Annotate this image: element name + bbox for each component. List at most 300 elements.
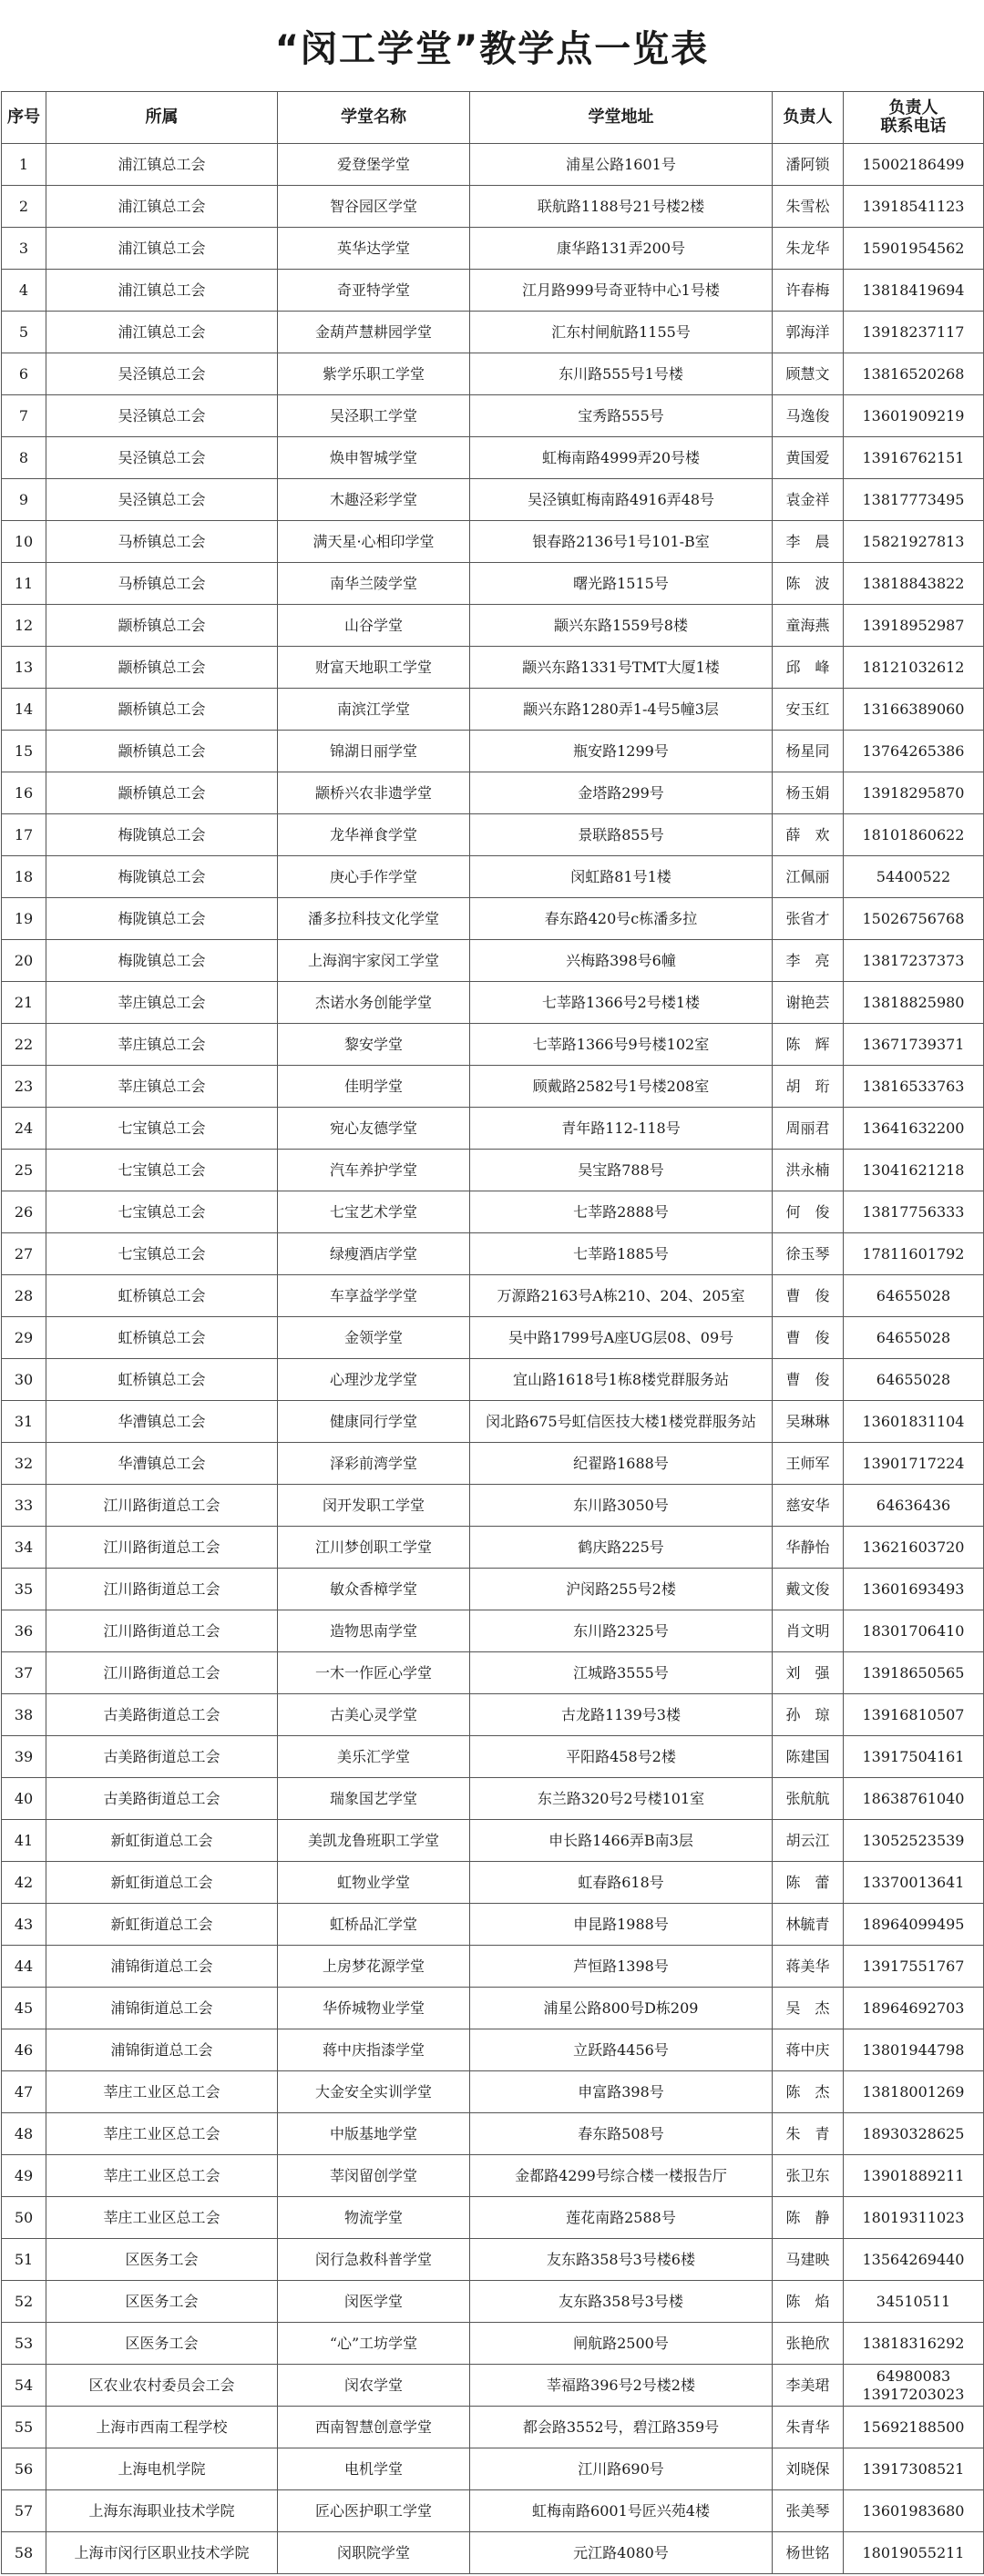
cell-name: 满天星·心相印学堂 (278, 521, 470, 563)
cell-person: 华静怡 (773, 1527, 844, 1569)
cell-no: 41 (2, 1820, 46, 1862)
cell-no: 18 (2, 856, 46, 898)
cell-person: 戴文俊 (773, 1569, 844, 1610)
table-row (2, 647, 984, 689)
table-row (2, 1485, 984, 1527)
cell-no: 24 (2, 1108, 46, 1150)
table-row (2, 2155, 984, 2197)
cell-address: 立跃路4456号 (470, 2029, 773, 2071)
cell-org: 吴泾镇总工会 (46, 395, 278, 437)
cell-no: 55 (2, 2407, 46, 2448)
cell-phone: 13918650565 (844, 1652, 984, 1694)
cell-name: 潘多拉科技文化学堂 (278, 898, 470, 940)
cell-person: 张艳欣 (773, 2323, 844, 2365)
cell-person: 杨星同 (773, 731, 844, 772)
cell-org: 古美路街道总工会 (46, 1736, 278, 1778)
cell-no: 20 (2, 940, 46, 982)
cell-name: 健康同行学堂 (278, 1401, 470, 1443)
cell-person: 何 俊 (773, 1191, 844, 1233)
cell-person: 童海燕 (773, 605, 844, 647)
cell-address: 闸航路2500号 (470, 2323, 773, 2365)
cell-address: 江城路3555号 (470, 1652, 773, 1694)
cell-person: 江佩丽 (773, 856, 844, 898)
cell-address: 颛兴东路1331号TMT大厦1楼 (470, 647, 773, 689)
table-row (2, 1988, 984, 2029)
table-row (2, 898, 984, 940)
cell-no: 10 (2, 521, 46, 563)
table-row (2, 1694, 984, 1736)
cell-phone: 18019055211 (844, 2532, 984, 2574)
cell-no: 35 (2, 1569, 46, 1610)
cell-phone: 13917308521 (844, 2448, 984, 2490)
header-name: 学堂名称 (278, 92, 470, 144)
table-row (2, 521, 984, 563)
cell-address: 闵北路675号虹信医技大楼1楼党群服务站 (470, 1401, 773, 1443)
cell-name: 造物思南学堂 (278, 1610, 470, 1652)
cell-org: 区医务工会 (46, 2323, 278, 2365)
cell-no: 47 (2, 2071, 46, 2113)
header-phone: 负责人 联系电话 (844, 92, 984, 144)
cell-address: 瓶安路1299号 (470, 731, 773, 772)
cell-phone: 13601983680 (844, 2490, 984, 2532)
table-row (2, 2029, 984, 2071)
cell-person: 蒋中庆 (773, 2029, 844, 2071)
cell-phone: 13818316292 (844, 2323, 984, 2365)
table-row (2, 2448, 984, 2490)
cell-no: 45 (2, 1988, 46, 2029)
cell-org: 区农业农村委员会工会 (46, 2365, 278, 2407)
cell-phone: 15026756768 (844, 898, 984, 940)
cell-address: 金都路4299号综合楼一楼报告厅 (470, 2155, 773, 2197)
cell-person: 曹 俊 (773, 1275, 844, 1317)
cell-name: 美乐汇学堂 (278, 1736, 470, 1778)
cell-no: 30 (2, 1359, 46, 1401)
cell-name: 莘闵留创学堂 (278, 2155, 470, 2197)
cell-phone: 18930328625 (844, 2113, 984, 2155)
cell-no: 15 (2, 731, 46, 772)
cell-person: 周丽君 (773, 1108, 844, 1150)
cell-phone: 13918295870 (844, 772, 984, 814)
cell-org: 浦锦街道总工会 (46, 1946, 278, 1988)
cell-address: 宜山路1618号1栋8楼党群服务站 (470, 1359, 773, 1401)
cell-address: 友东路358号3号楼 (470, 2281, 773, 2323)
table-header-row (2, 92, 984, 144)
cell-name: 瑞象国艺学堂 (278, 1778, 470, 1820)
table-row (2, 1443, 984, 1485)
cell-person: 蒋美华 (773, 1946, 844, 1988)
cell-address: 东兰路320号2号楼101室 (470, 1778, 773, 1820)
cell-name: 焕申智城学堂 (278, 437, 470, 479)
cell-address: 景联路855号 (470, 814, 773, 856)
table-row (2, 2281, 984, 2323)
cell-person: 刘晓保 (773, 2448, 844, 2490)
cell-name: 闵医学堂 (278, 2281, 470, 2323)
table-row (2, 1150, 984, 1191)
cell-phone: 13601831104 (844, 1401, 984, 1443)
cell-no: 28 (2, 1275, 46, 1317)
cell-phone: 13917504161 (844, 1736, 984, 1778)
table-body (2, 144, 984, 2574)
cell-person: 陈建国 (773, 1736, 844, 1778)
cell-name: 杰诺水务创能学堂 (278, 982, 470, 1024)
cell-no: 8 (2, 437, 46, 479)
table-row (2, 2239, 984, 2281)
cell-phone: 13818825980 (844, 982, 984, 1024)
cell-name: 英华达学堂 (278, 228, 470, 270)
cell-no: 43 (2, 1904, 46, 1946)
table-row (2, 2071, 984, 2113)
cell-address: 虹梅南路4999弄20号楼 (470, 437, 773, 479)
table-row (2, 395, 984, 437)
cell-phone: 13370013641 (844, 1862, 984, 1904)
cell-org: 颛桥镇总工会 (46, 689, 278, 731)
cell-no: 44 (2, 1946, 46, 1988)
cell-name: 泽彩前湾学堂 (278, 1443, 470, 1485)
cell-person: 朱 青 (773, 2113, 844, 2155)
cell-org: 古美路街道总工会 (46, 1778, 278, 1820)
cell-phone: 13816520268 (844, 353, 984, 395)
cell-org: 颛桥镇总工会 (46, 605, 278, 647)
table-row (2, 940, 984, 982)
table-row (2, 353, 984, 395)
cell-address: 顾戴路2582号1号楼208室 (470, 1066, 773, 1108)
cell-address: 申长路1466弄B南3层 (470, 1820, 773, 1862)
cell-no: 6 (2, 353, 46, 395)
cell-no: 25 (2, 1150, 46, 1191)
table-row (2, 1527, 984, 1569)
cell-person: 张卫东 (773, 2155, 844, 2197)
header-person: 负责人 (773, 92, 844, 144)
cell-org: 梅陇镇总工会 (46, 898, 278, 940)
table-row (2, 1233, 984, 1275)
cell-name: 心理沙龙学堂 (278, 1359, 470, 1401)
cell-address: 银春路2136号1号101-B室 (470, 521, 773, 563)
cell-person: 陈 波 (773, 563, 844, 605)
cell-person: 马逸俊 (773, 395, 844, 437)
cell-no: 40 (2, 1778, 46, 1820)
cell-phone: 13166389060 (844, 689, 984, 731)
cell-address: 万源路2163号A栋210、204、205室 (470, 1275, 773, 1317)
cell-name: 闵职院学堂 (278, 2532, 470, 2574)
cell-name: 一木一作匠心学堂 (278, 1652, 470, 1694)
cell-phone: 13917551767 (844, 1946, 984, 1988)
cell-name: 绿瘦酒店学堂 (278, 1233, 470, 1275)
cell-phone: 13918952987 (844, 605, 984, 647)
cell-name: 财富天地职工学堂 (278, 647, 470, 689)
cell-name: 庚心手作学堂 (278, 856, 470, 898)
cell-person: 顾慧文 (773, 353, 844, 395)
cell-address: 虹梅南路6001号匠兴苑4楼 (470, 2490, 773, 2532)
cell-name: 金领学堂 (278, 1317, 470, 1359)
cell-org: 颛桥镇总工会 (46, 731, 278, 772)
cell-no: 23 (2, 1066, 46, 1108)
cell-phone: 13601909219 (844, 395, 984, 437)
cell-name: 车享益学学堂 (278, 1275, 470, 1317)
table-row (2, 270, 984, 312)
cell-org: 上海市闵行区职业技术学院 (46, 2532, 278, 2574)
cell-name: 江川梦创职工学堂 (278, 1527, 470, 1569)
cell-name: 南华兰陵学堂 (278, 563, 470, 605)
cell-phone: 18301706410 (844, 1610, 984, 1652)
cell-phone: 13817773495 (844, 479, 984, 521)
teaching-points-table (1, 91, 984, 2574)
cell-phone: 13052523539 (844, 1820, 984, 1862)
cell-org: 吴泾镇总工会 (46, 437, 278, 479)
cell-person: 王师军 (773, 1443, 844, 1485)
cell-name: 西南智慧创意学堂 (278, 2407, 470, 2448)
table-row (2, 186, 984, 228)
cell-phone: 18019311023 (844, 2197, 984, 2239)
cell-no: 49 (2, 2155, 46, 2197)
cell-address: 青年路112-118号 (470, 1108, 773, 1150)
cell-org: 浦江镇总工会 (46, 270, 278, 312)
cell-no: 1 (2, 144, 46, 186)
cell-name: 锦湖日丽学堂 (278, 731, 470, 772)
cell-org: 颛桥镇总工会 (46, 647, 278, 689)
table-row (2, 1946, 984, 1988)
cell-name: 匠心医护职工学堂 (278, 2490, 470, 2532)
cell-no: 51 (2, 2239, 46, 2281)
cell-person: 张省才 (773, 898, 844, 940)
cell-name: 电机学堂 (278, 2448, 470, 2490)
cell-no: 3 (2, 228, 46, 270)
cell-address: 兴梅路398号6幢 (470, 940, 773, 982)
table-row (2, 2323, 984, 2365)
cell-address: 七莘路2888号 (470, 1191, 773, 1233)
cell-org: 马桥镇总工会 (46, 563, 278, 605)
cell-address: 江川路690号 (470, 2448, 773, 2490)
cell-person: 曹 俊 (773, 1317, 844, 1359)
table-row (2, 2113, 984, 2155)
table-row (2, 772, 984, 814)
cell-no: 58 (2, 2532, 46, 2574)
cell-address: 浦星公路800号D栋209 (470, 1988, 773, 2029)
cell-phone: 18101860622 (844, 814, 984, 856)
cell-address: 浦星公路1601号 (470, 144, 773, 186)
cell-org: 上海市西南工程学校 (46, 2407, 278, 2448)
cell-org: 莘庄镇总工会 (46, 1066, 278, 1108)
table-row (2, 1191, 984, 1233)
cell-no: 56 (2, 2448, 46, 2490)
table-row (2, 689, 984, 731)
table-row (2, 312, 984, 353)
cell-name: 虹物业学堂 (278, 1862, 470, 1904)
cell-org: 七宝镇总工会 (46, 1108, 278, 1150)
table-row (2, 1569, 984, 1610)
cell-phone: 15901954562 (844, 228, 984, 270)
cell-name: 汽车养护学堂 (278, 1150, 470, 1191)
cell-phone: 13621603720 (844, 1527, 984, 1569)
cell-org: 浦江镇总工会 (46, 186, 278, 228)
cell-person: 陈 辉 (773, 1024, 844, 1066)
cell-org: 浦江镇总工会 (46, 312, 278, 353)
table-row (2, 1778, 984, 1820)
cell-name: 宛心友德学堂 (278, 1108, 470, 1150)
cell-person: 肖文明 (773, 1610, 844, 1652)
cell-org: 上海东海职业技术学院 (46, 2490, 278, 2532)
header-address: 学堂地址 (470, 92, 773, 144)
cell-address: 江月路999号奇亚特中心1号楼 (470, 270, 773, 312)
cell-address: 莲花南路2588号 (470, 2197, 773, 2239)
cell-address: 吴宝路788号 (470, 1150, 773, 1191)
cell-no: 14 (2, 689, 46, 731)
cell-name: 龙华禅食学堂 (278, 814, 470, 856)
cell-phone: 64655028 (844, 1317, 984, 1359)
cell-no: 48 (2, 2113, 46, 2155)
cell-org: 古美路街道总工会 (46, 1694, 278, 1736)
cell-person: 曹 俊 (773, 1359, 844, 1401)
table-row (2, 1820, 984, 1862)
table-row (2, 228, 984, 270)
cell-org: 浦江镇总工会 (46, 228, 278, 270)
cell-name: 闵开发职工学堂 (278, 1485, 470, 1527)
cell-person: 朱青华 (773, 2407, 844, 2448)
cell-phone: 17811601792 (844, 1233, 984, 1275)
cell-no: 16 (2, 772, 46, 814)
cell-address: 春东路420号c栋潘多拉 (470, 898, 773, 940)
cell-address: 康华路131弄200号 (470, 228, 773, 270)
header-no: 序号 (2, 92, 46, 144)
cell-person: 吴 杰 (773, 1988, 844, 2029)
cell-person: 潘阿锁 (773, 144, 844, 186)
cell-name: 黎安学堂 (278, 1024, 470, 1066)
cell-name: 吴泾职工学堂 (278, 395, 470, 437)
cell-phone: 13801944798 (844, 2029, 984, 2071)
table-row (2, 1275, 984, 1317)
header-org: 所属 (46, 92, 278, 144)
cell-address: 鹤庆路225号 (470, 1527, 773, 1569)
table-row (2, 982, 984, 1024)
cell-phone: 34510511 (844, 2281, 984, 2323)
page-title: “闵工学堂”教学点一览表 (274, 27, 710, 70)
cell-address: 七莘路1366号2号楼1楼 (470, 982, 773, 1024)
cell-org: 浦锦街道总工会 (46, 1988, 278, 2029)
cell-phone: 13818843822 (844, 563, 984, 605)
cell-phone: 13901889211 (844, 2155, 984, 2197)
table-row (2, 1736, 984, 1778)
cell-person: 林毓青 (773, 1904, 844, 1946)
cell-address: 都会路3552号，碧江路359号 (470, 2407, 773, 2448)
cell-address: 宝秀路555号 (470, 395, 773, 437)
cell-address: 汇东村闸航路1155号 (470, 312, 773, 353)
cell-org: 七宝镇总工会 (46, 1233, 278, 1275)
cell-person: 孙 琼 (773, 1694, 844, 1736)
cell-address: 沪闵路255号2楼 (470, 1569, 773, 1610)
cell-person: 陈 焰 (773, 2281, 844, 2323)
cell-org: 上海电机学院 (46, 2448, 278, 2490)
cell-no: 7 (2, 395, 46, 437)
cell-no: 19 (2, 898, 46, 940)
cell-name: 七宝艺术学堂 (278, 1191, 470, 1233)
cell-address: 闵虹路81号1楼 (470, 856, 773, 898)
cell-person: 朱雪松 (773, 186, 844, 228)
cell-phone: 18638761040 (844, 1778, 984, 1820)
cell-address: 申富路398号 (470, 2071, 773, 2113)
cell-phone: 18964099495 (844, 1904, 984, 1946)
cell-name: 金葫芦慧耕园学堂 (278, 312, 470, 353)
cell-person: 郭海洋 (773, 312, 844, 353)
cell-no: 57 (2, 2490, 46, 2532)
table-row (2, 1904, 984, 1946)
cell-no: 9 (2, 479, 46, 521)
cell-phone: 13818001269 (844, 2071, 984, 2113)
cell-org: 梅陇镇总工会 (46, 814, 278, 856)
cell-address: 友东路358号3号楼6楼 (470, 2239, 773, 2281)
cell-address: 联航路1188号21号楼2楼 (470, 186, 773, 228)
table-row (2, 1401, 984, 1443)
cell-person: 安玉红 (773, 689, 844, 731)
cell-person: 李 晨 (773, 521, 844, 563)
cell-name: 虹桥品汇学堂 (278, 1904, 470, 1946)
cell-org: 新虹街道总工会 (46, 1820, 278, 1862)
cell-address: 古龙路1139号3楼 (470, 1694, 773, 1736)
cell-org: 区医务工会 (46, 2281, 278, 2323)
cell-person: 杨世铭 (773, 2532, 844, 2574)
table-row (2, 2532, 984, 2574)
cell-no: 26 (2, 1191, 46, 1233)
cell-org: 莘庄工业区总工会 (46, 2155, 278, 2197)
cell-name: 奇亚特学堂 (278, 270, 470, 312)
cell-address: 虹春路618号 (470, 1862, 773, 1904)
cell-org: 莘庄工业区总工会 (46, 2197, 278, 2239)
cell-no: 37 (2, 1652, 46, 1694)
cell-person: 邱 峰 (773, 647, 844, 689)
cell-address: 申昆路1988号 (470, 1904, 773, 1946)
cell-no: 46 (2, 2029, 46, 2071)
cell-address: 东川路555号1号楼 (470, 353, 773, 395)
cell-name: 爱登堡学堂 (278, 144, 470, 186)
cell-phone: 13916810507 (844, 1694, 984, 1736)
cell-org: 吴泾镇总工会 (46, 353, 278, 395)
cell-no: 53 (2, 2323, 46, 2365)
cell-name: 敏众香樟学堂 (278, 1569, 470, 1610)
cell-phone: 13764265386 (844, 731, 984, 772)
cell-person: 刘 强 (773, 1652, 844, 1694)
cell-org: 莘庄工业区总工会 (46, 2071, 278, 2113)
cell-no: 52 (2, 2281, 46, 2323)
cell-person: 黄国爱 (773, 437, 844, 479)
cell-name: 美凯龙鲁班职工学堂 (278, 1820, 470, 1862)
cell-name: 紫学乐职工学堂 (278, 353, 470, 395)
table-row (2, 1066, 984, 1108)
cell-person: 胡 珩 (773, 1066, 844, 1108)
cell-phone: 64636436 (844, 1485, 984, 1527)
cell-address: 颛兴东路1280弄1-4号5幢3层 (470, 689, 773, 731)
cell-no: 2 (2, 186, 46, 228)
cell-phone: 15002186499 (844, 144, 984, 186)
cell-org: 新虹街道总工会 (46, 1904, 278, 1946)
cell-person: 陈 静 (773, 2197, 844, 2239)
cell-org: 七宝镇总工会 (46, 1191, 278, 1233)
cell-org: 华漕镇总工会 (46, 1401, 278, 1443)
cell-person: 许春梅 (773, 270, 844, 312)
cell-no: 4 (2, 270, 46, 312)
table-row (2, 856, 984, 898)
cell-org: 新虹街道总工会 (46, 1862, 278, 1904)
cell-name: 山谷学堂 (278, 605, 470, 647)
cell-person: 陈 杰 (773, 2071, 844, 2113)
cell-name: 智谷园区学堂 (278, 186, 470, 228)
cell-address: 七莘路1366号9号楼102室 (470, 1024, 773, 1066)
cell-phone: 64980083 13917203023 (844, 2365, 984, 2407)
cell-address: 吴中路1799号A座UG层08、09号 (470, 1317, 773, 1359)
cell-name: 颛桥兴农非遗学堂 (278, 772, 470, 814)
cell-org: 浦江镇总工会 (46, 144, 278, 186)
cell-org: 江川路街道总工会 (46, 1652, 278, 1694)
cell-no: 54 (2, 2365, 46, 2407)
cell-no: 32 (2, 1443, 46, 1485)
cell-person: 胡云江 (773, 1820, 844, 1862)
